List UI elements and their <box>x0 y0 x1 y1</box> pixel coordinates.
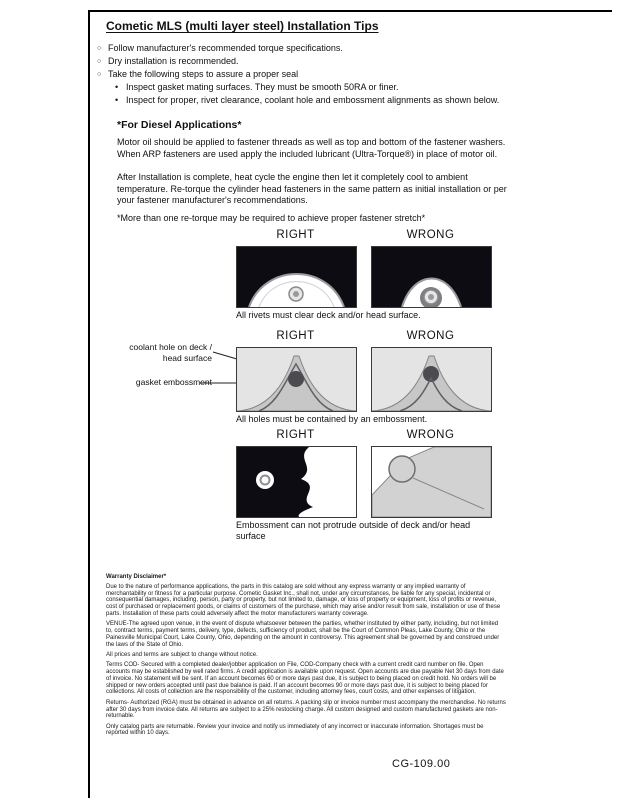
annotation-gasket-embossment: gasket embossment <box>135 377 212 387</box>
bullet-icon: • <box>115 95 119 105</box>
tip-subitem <box>115 94 557 107</box>
coolant-right-illustration <box>237 348 356 411</box>
tip-item <box>97 55 557 68</box>
row2-caption: All holes must be contained by an embossment. <box>236 414 428 424</box>
diesel-paragraph-2: After Installation is complete, heat cycle the engine then let it completely cool to ambient temperature. Re-torque the cylinder head fasteners in the same pattern as initial installation or per your fastener manufacturer's recommendations. <box>117 172 507 205</box>
row3-caption: Embossment can not protrude outside of deck and/or head surface <box>236 520 471 541</box>
wrong-label-row1: WRONG <box>406 229 455 241</box>
installation-tips-list <box>97 42 557 107</box>
warranty-disclaimer-heading: Warranty Disclaimer* <box>106 574 167 580</box>
right-label-row3: RIGHT <box>276 429 315 441</box>
retorque-note: *More than one re-torque may be required to achieve proper fastener stretch* <box>117 213 426 223</box>
open-bullet-icon: ○ <box>97 58 102 65</box>
tip-item-text: Take the following steps to assure a proper seal <box>108 69 299 79</box>
rivet-right-illustration <box>237 247 356 307</box>
page-title: Cometic MLS (multi layer steel) Installation Tips <box>106 19 379 33</box>
open-bullet-icon: ○ <box>97 71 102 78</box>
embossment-wrong-diagram <box>371 446 492 518</box>
tip-item <box>97 68 557 81</box>
legal-paragraph: Terms COD- Secured with a completed dealer/jobber application on File, COD-Company check with a current credit card number on file. Open accounts may be established by well rated firms. A credit application is available upon request. Open accounts are due payable Net 30 days from date of invoice. No statement will be sent. If an account becomes 60 or more days past due, it is subject to being placed on credit hold. No orders will be shipped or new orders accepted until past due balance is paid. If an account becomes 90 or more days past due, it is subject to being placed for collections. All costs of collection are the responsibility of the customer, including attorney fees, court costs, and other expenses of litigation. <box>106 662 504 696</box>
annotation-coolant-hole: coolant hole on deck / head surface <box>129 342 212 363</box>
coolant-wrong-illustration <box>372 348 491 411</box>
open-bullet-icon: ○ <box>97 45 102 52</box>
embossment-wrong-illustration <box>372 447 491 517</box>
diesel-applications-heading: *For Diesel Applications* <box>117 119 242 131</box>
right-label-row2: RIGHT <box>276 330 315 342</box>
bullet-icon: • <box>115 82 119 92</box>
legal-block <box>106 574 506 741</box>
rivet-wrong-diagram <box>371 246 492 308</box>
tip-item-text: Follow manufacturer's recommended torque specifications. <box>108 43 343 53</box>
tip-subitem <box>115 81 557 94</box>
wrong-label-row3: WRONG <box>406 429 455 441</box>
embossment-right-diagram <box>236 446 357 518</box>
diesel-paragraph-1: Motor oil should be applied to fastener threads as well as top and bottom of the fastener washers. When ARP fasteners are used apply the included lubricant (Ultra-Torque®) in place of motor oil. <box>117 137 506 159</box>
legal-paragraph: Due to the nature of performance applications, the parts in this catalog are sold without any express warranty or any implied warranty of merchantability or fitness for a particular purpose. Cometic Gasket Inc., shall not, under any circumstances, be liable for any special, incidental or consequential damages, including, person, party or property, but not limited to, damage, or loss of property or equipment, loss of profits or revenue, cost of purchased or replacement goods, or claims of customers of the purchase, which may arise and/or result from sale, installation or use of these parts. Installation of these parts could adversely affect the motor manufacturers warranty coverage. <box>106 583 501 617</box>
legal-paragraph: All prices and terms are subject to change without notice. <box>106 651 258 658</box>
legal-paragraph: VENUE-The agreed upon venue, in the event of dispute whatsoever between the parties, whether instituted by either party, including, but not limited to, contract terms, payment terms, delivery, type, defects, sufficiency of product, shall be the Court of Common Pleas, Lake County, Ohio or the Painesville Municipal Court, Lake County, Ohio, depending on the amount in controversy. This agreement shall be governed by and construed under the laws of the State of Ohio. <box>106 621 500 648</box>
tip-item-text: Dry installation is recommended. <box>108 56 239 66</box>
coolant-wrong-diagram <box>371 347 492 412</box>
coolant-right-diagram <box>236 347 357 412</box>
row1-caption: All rivets must clear deck and/or head surface. <box>236 310 421 320</box>
tip-item <box>97 42 557 55</box>
embossment-right-illustration <box>237 447 356 517</box>
tip-subitem-text: Inspect gasket mating surfaces. They must be smooth 50RA or finer. <box>126 82 399 92</box>
tip-subitem-text: Inspect for proper, rivet clearance, coolant hole and embossment alignments as shown below. <box>126 95 500 105</box>
wrong-label-row2: WRONG <box>406 330 455 342</box>
legal-paragraph: Returns- Authorized (RGA) must be obtained in advance on all returns. A packing slip or invoice number must accompany the merchandise. No returns after 30 days from invoice date. All returns are subject to a 25% restocking charge. All custom designed and custom manufactured gaskets are non-returnable. <box>106 699 506 720</box>
right-label-row1: RIGHT <box>276 229 315 241</box>
rivet-wrong-illustration <box>372 247 491 307</box>
legal-paragraph: Only catalog parts are returnable. Review your invoice and notify us immediately of any incorrect or inaccurate information. Shortages must be reported within 10 days. <box>106 723 484 737</box>
rivet-right-diagram <box>236 246 357 308</box>
document-number: CG-109.00 <box>392 758 451 770</box>
